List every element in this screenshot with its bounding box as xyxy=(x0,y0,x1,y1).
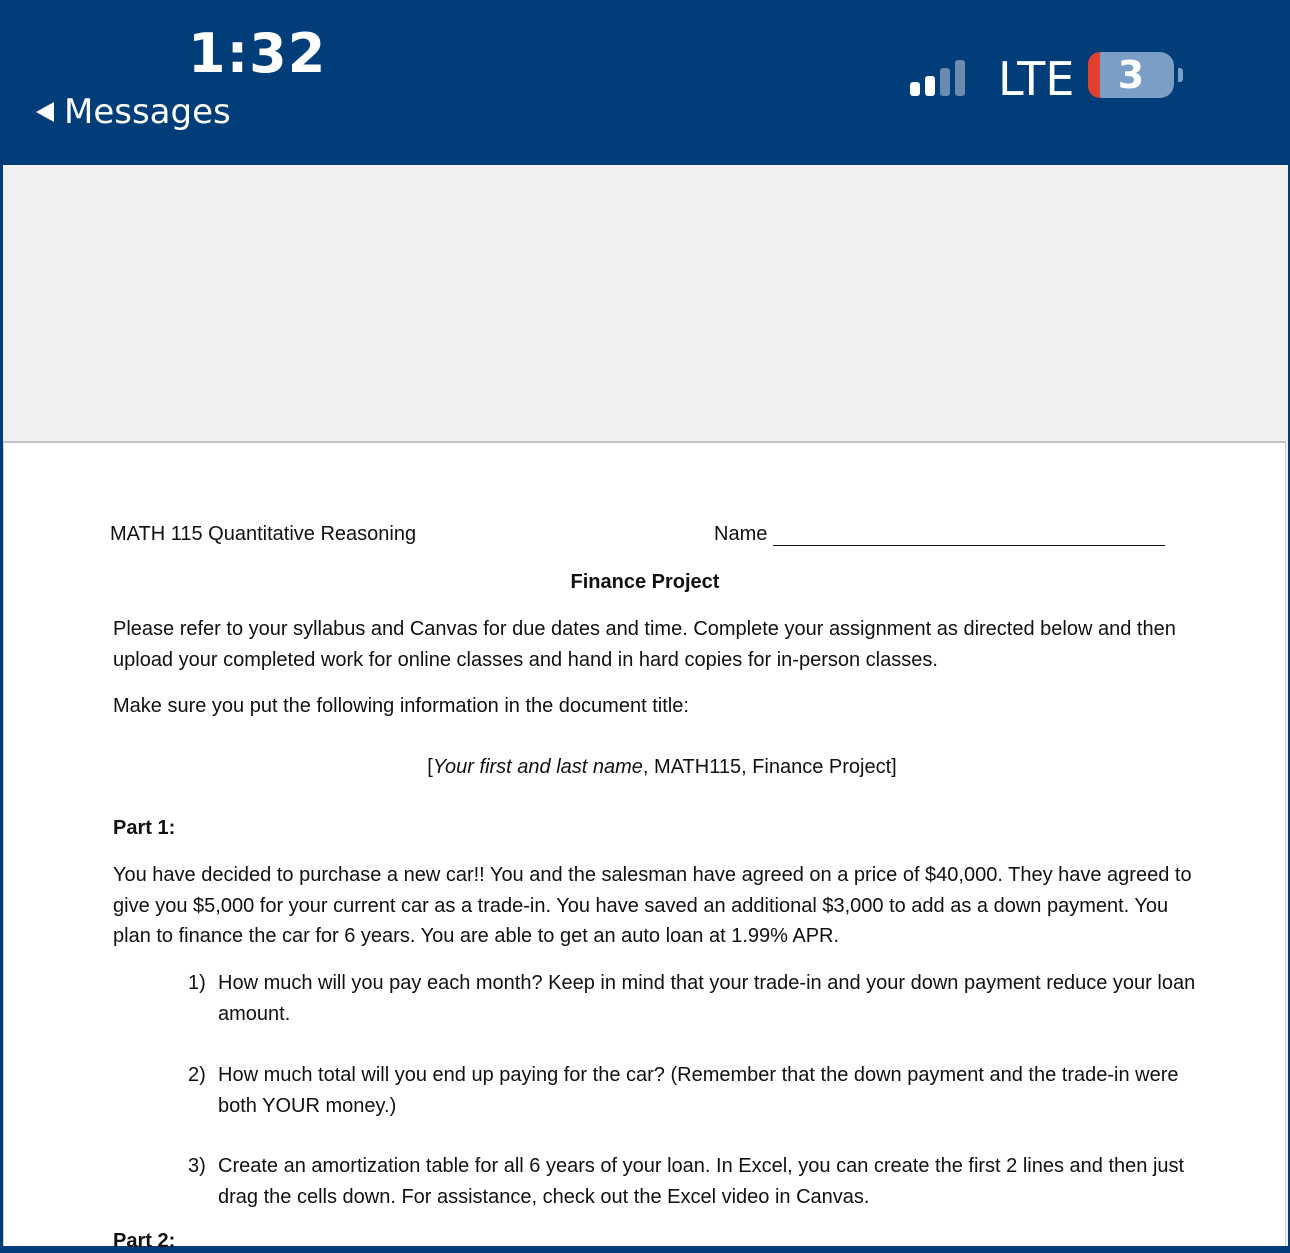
question-text: How much will you pay each month? Keep in mind that your trade-in and your down payment reduce your loan amount. xyxy=(218,972,1196,1025)
name-blank-line xyxy=(773,525,1165,546)
question-number: 2) xyxy=(188,1064,206,1086)
cellular-signal-icon xyxy=(910,56,965,96)
back-to-messages-button[interactable] xyxy=(36,92,231,132)
name-label: Name xyxy=(714,523,768,545)
name-field xyxy=(714,523,1165,546)
battery-icon xyxy=(1088,52,1174,98)
battery-level: 3 xyxy=(1117,53,1145,97)
intro-paragraph: Please refer to your syllabus and Canvas for due dates and time. Complete your assignment as directed below and then upload your completed work for online classes and hand in hard copies for in-person classes. xyxy=(113,618,1176,671)
title-format-line xyxy=(0,756,1290,779)
document-title: Finance Project xyxy=(570,571,720,593)
make-sure-paragraph: Make sure you put the following information in the document title: xyxy=(113,695,689,717)
question-number: 3) xyxy=(188,1155,206,1177)
title-format-italic: Your first and last name xyxy=(432,756,643,778)
question-text: Create an amortization table for all 6 years of your loan. In Excel, you can create the first 2 lines and then just drag the cells down. For assistance, check out the Excel video in Canvas. xyxy=(218,1155,1185,1208)
part1-label: Part 1: xyxy=(113,817,176,839)
part1-paragraph: You have decided to purchase a new car!! You and the salesman have agreed on a price of $40,000. They have agreed to give you $5,000 for your current car as a trade-in. You have saved an additional $3,000 to add as a down payment. You plan to finance the car for 6 years. You are able to get an auto loan at 1.99% APR. xyxy=(113,864,1192,947)
network-type: LTE xyxy=(998,52,1075,106)
status-bar xyxy=(0,0,1290,165)
back-label: Messages xyxy=(64,92,231,132)
battery-nub-icon xyxy=(1178,68,1183,82)
document-page xyxy=(3,441,1286,1246)
question-item xyxy=(188,1060,1198,1121)
back-arrow-icon xyxy=(36,102,54,122)
question-item xyxy=(188,1151,1198,1212)
question-number: 1) xyxy=(188,972,206,994)
course-name: MATH 115 Quantitative Reasoning xyxy=(110,523,417,545)
question-text: How much total will you end up paying for the car? (Remember that the down payment and the trade-in were both YOUR money.) xyxy=(218,1064,1179,1117)
status-time: 1:32 xyxy=(188,22,327,85)
question-item xyxy=(188,968,1198,1029)
title-format-rest: , MATH115, Finance Project] xyxy=(642,756,897,778)
part2-label: Part 2: xyxy=(113,1230,176,1252)
title-format-open-bracket: [ xyxy=(427,756,433,778)
